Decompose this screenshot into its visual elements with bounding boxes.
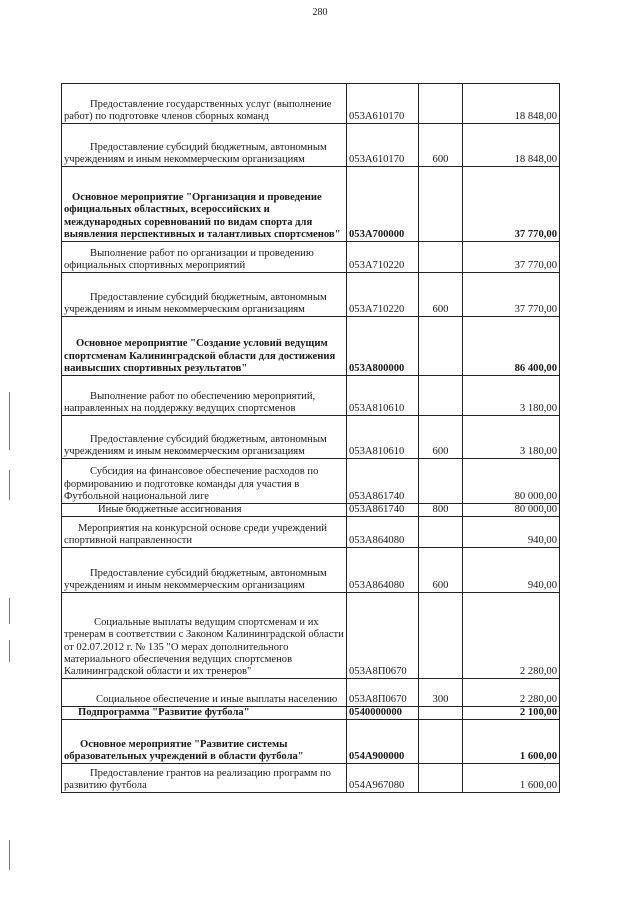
row-amount-cell: 940,00: [463, 517, 560, 548]
row-amount-cell: 3 180,00: [463, 376, 560, 416]
row-code-cell: 053А610170: [347, 84, 419, 124]
row-name-cell: Предоставление государственных услуг (выполнение работ) по подготовке членов сборных команд: [62, 84, 347, 124]
row-code-cell: 053А8П0670: [347, 593, 419, 679]
row-vr-cell: [419, 84, 463, 124]
table-row: [62, 416, 560, 459]
table-row: [62, 764, 560, 793]
table-row: [62, 273, 560, 317]
row-code-cell: 053А8П0670: [347, 679, 419, 707]
row-vr-cell: [419, 593, 463, 679]
row-vr-cell: [419, 167, 463, 242]
row-amount-cell: 18 848,00: [463, 84, 560, 124]
table-row: [62, 593, 560, 679]
row-amount-cell: 1 600,00: [463, 764, 560, 793]
row-code-cell: 053А864080: [347, 548, 419, 593]
table-row: [62, 504, 560, 517]
row-amount-cell: 37 770,00: [463, 242, 560, 273]
row-amount-cell: 3 180,00: [463, 416, 560, 459]
budget-table: [61, 83, 560, 793]
row-code-cell: 053А810610: [347, 416, 419, 459]
row-vr-cell: [419, 242, 463, 273]
row-amount-cell: 37 770,00: [463, 273, 560, 317]
row-amount-cell: 18 848,00: [463, 124, 560, 167]
table-row: [62, 548, 560, 593]
row-name-cell: Предоставление грантов на реализацию программ по развитию футбола: [62, 764, 347, 793]
scan-margin-mark: [9, 598, 10, 624]
table-row: [62, 317, 560, 376]
row-amount-cell: 940,00: [463, 548, 560, 593]
row-amount-cell: 80 000,00: [463, 504, 560, 517]
table-row: [62, 242, 560, 273]
row-name-cell: Мероприятия на конкурсной основе среди учреждений спортивной направленности: [62, 517, 347, 548]
table-row: [62, 124, 560, 167]
row-vr-cell: 600: [419, 273, 463, 317]
row-code-cell: 053А700000: [347, 167, 419, 242]
row-vr-cell: [419, 764, 463, 793]
row-name-cell: Выполнение работ по обеспечению мероприятий, направленных на поддержку ведущих спортсменов: [62, 376, 347, 416]
table-row: [62, 720, 560, 764]
row-vr-cell: [419, 720, 463, 764]
row-vr-cell: [419, 707, 463, 720]
row-name-cell: Выполнение работ по организации и проведению официальных спортивных мероприятий: [62, 242, 347, 273]
row-name-cell: Субсидия на финансовое обеспечение расходов по формированию и подготовке команды для участия в Футбольной национальной лиге: [62, 459, 347, 504]
row-vr-cell: [419, 376, 463, 416]
table-row: [62, 84, 560, 124]
row-amount-cell: 2 280,00: [463, 679, 560, 707]
row-vr-cell: 800: [419, 504, 463, 517]
row-amount-cell: 86 400,00: [463, 317, 560, 376]
table-row: [62, 517, 560, 548]
row-code-cell: 0540000000: [347, 707, 419, 720]
table-row: [62, 376, 560, 416]
row-name-cell: Предоставление субсидий бюджетным, автономным учреждениям и иным некоммерческим организациям: [62, 124, 347, 167]
row-amount-cell: 80 000,00: [463, 459, 560, 504]
row-vr-cell: [419, 317, 463, 376]
row-code-cell: 053А861740: [347, 504, 419, 517]
row-code-cell: 053А810610: [347, 376, 419, 416]
row-code-cell: 053А800000: [347, 317, 419, 376]
scan-margin-mark: [9, 640, 10, 662]
table-row: [62, 167, 560, 242]
row-name-cell: Социальное обеспечение и иные выплаты населению: [62, 679, 347, 707]
scan-margin-mark: [9, 470, 10, 500]
table-row: [62, 459, 560, 504]
row-amount-cell: 37 770,00: [463, 167, 560, 242]
page-number: 280: [312, 7, 328, 18]
row-amount-cell: 1 600,00: [463, 720, 560, 764]
row-name-cell: Основное мероприятие "Создание условий ведущим спортсменам Калининградской области для достижения наивысших спортивных результатов": [62, 317, 347, 376]
row-name-cell: Основное мероприятие "Организация и проведение официальных областных, всероссийских и международных соревнований по видам спорта для выявления перспективных и талантливых спортсменов": [62, 167, 347, 242]
row-code-cell: 053А861740: [347, 459, 419, 504]
table-row: [62, 707, 560, 720]
row-vr-cell: [419, 517, 463, 548]
row-name-cell: Предоставление субсидий бюджетным, автономным учреждениям и иным некоммерческим организациям: [62, 273, 347, 317]
row-vr-cell: 600: [419, 124, 463, 167]
row-name-cell: Социальные выплаты ведущим спортсменам и их тренерам в соответствии с Законом Калининградской области от 02.07.2012 г. № 135 "О мерах дополнительного материального обеспечения ведущих спортсменов Калининградской области и их тренеров": [62, 593, 347, 679]
row-vr-cell: 300: [419, 679, 463, 707]
row-name-cell: Иные бюджетные ассигнования: [62, 504, 347, 517]
row-name-cell: Предоставление субсидий бюджетным, автономным учреждениям и иным некоммерческим организациям: [62, 548, 347, 593]
row-amount-cell: 2 280,00: [463, 593, 560, 679]
row-code-cell: 053А864080: [347, 517, 419, 548]
row-vr-cell: [419, 459, 463, 504]
row-name-cell: Основное мероприятие "Развитие системы образовательных учреждений в области футбола": [62, 720, 347, 764]
row-code-cell: 053А710220: [347, 242, 419, 273]
scan-margin-mark: [9, 840, 10, 870]
budget-table-body: [62, 84, 560, 793]
row-code-cell: 054А967080: [347, 764, 419, 793]
row-vr-cell: 600: [419, 416, 463, 459]
scan-margin-mark: [9, 392, 10, 450]
row-vr-cell: 600: [419, 548, 463, 593]
row-amount-cell: 2 100,00: [463, 707, 560, 720]
table-row: [62, 679, 560, 707]
row-code-cell: 053А610170: [347, 124, 419, 167]
row-name-cell: Подпрограмма "Развитие футбола": [62, 707, 347, 720]
row-name-cell: Предоставление субсидий бюджетным, автономным учреждениям и иным некоммерческим организациям: [62, 416, 347, 459]
row-code-cell: 053А710220: [347, 273, 419, 317]
row-code-cell: 054А900000: [347, 720, 419, 764]
